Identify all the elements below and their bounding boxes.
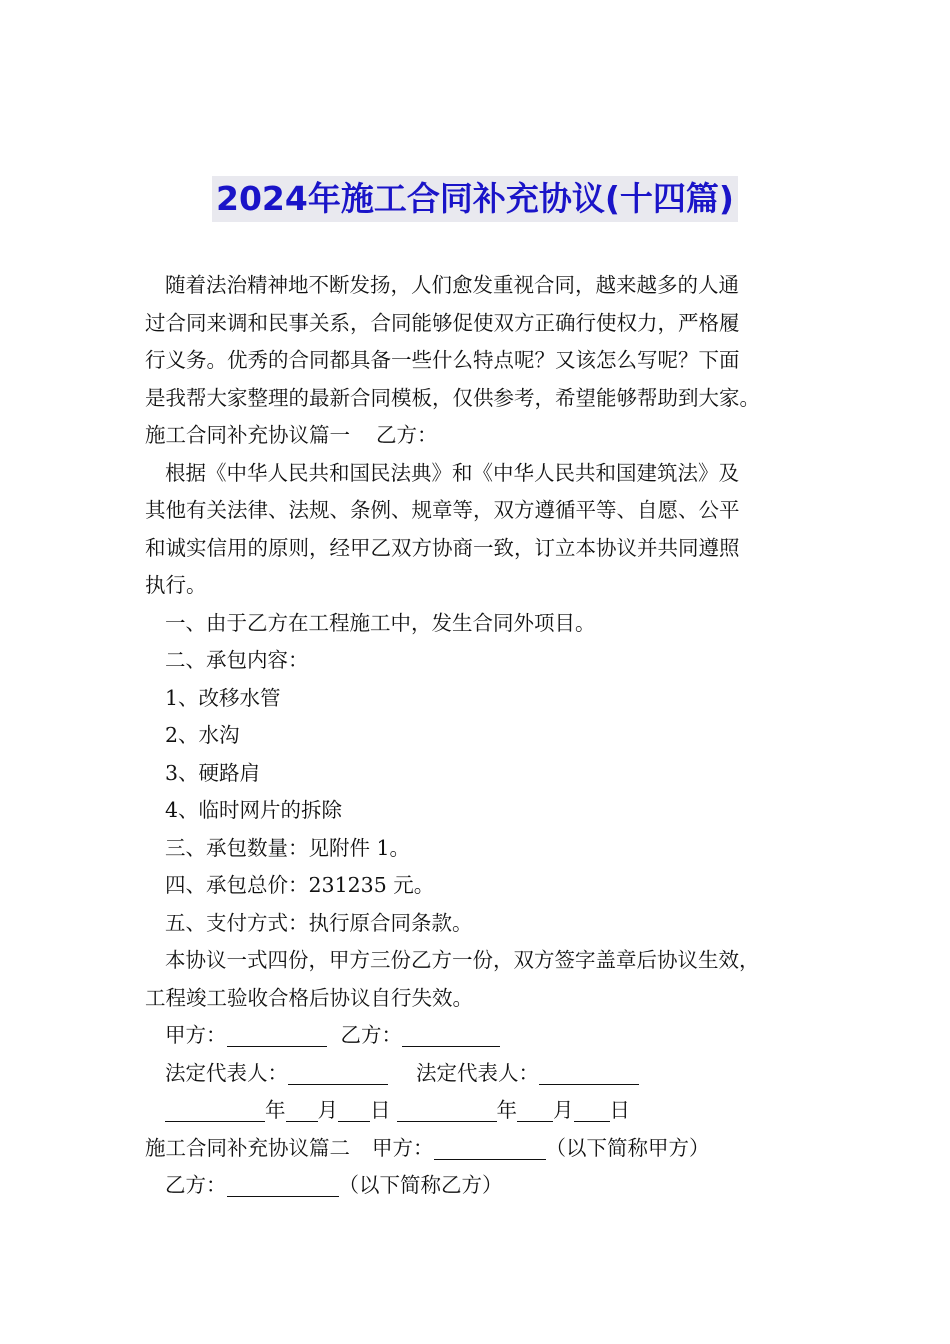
closing-line: 本协议一式四份，甲方三份乙方一份，双方签字盖章后协议生效， <box>165 948 760 972</box>
part1-heading: 施工合同补充协议篇一 <box>145 423 350 447</box>
part2-party-b-line <box>145 1167 817 1205</box>
year-b-label: 年 <box>496 1098 517 1122</box>
part1-heading-line <box>145 417 817 455</box>
date-line <box>145 1092 817 1130</box>
rep-a-label: 法定代表人： <box>165 1060 288 1085</box>
part2-party-b-blank[interactable] <box>227 1175 339 1198</box>
party-a-blank[interactable] <box>227 1025 327 1048</box>
part2-party-a-blank[interactable] <box>434 1137 546 1160</box>
part2-party-b-label: 乙方： <box>165 1173 227 1197</box>
clause: 4、临时网片的拆除 <box>165 798 343 822</box>
clause: 三、承包数量：见附件 1。 <box>165 835 411 860</box>
clause: 一、由于乙方在工程施工中，发生合同外项目。 <box>165 610 596 635</box>
party-b-blank[interactable] <box>402 1025 500 1048</box>
closing-line: 工程竣工验收合格后协议自行失效。 <box>145 985 473 1010</box>
title-container <box>0 176 950 222</box>
year-a-label: 年 <box>265 1098 286 1122</box>
year-a-blank[interactable] <box>165 1100 265 1123</box>
day-a-label: 日 <box>370 1098 391 1122</box>
intro-line: 过合同来调和民事关系，合同能够促使双方正确行使权力，严格履 <box>145 310 740 335</box>
party-a-label: 甲方： <box>165 1023 227 1047</box>
party-b-label: 乙方： <box>340 1023 402 1047</box>
basis-line: 根据《中华人民共和国民法典》和《中华人民共和国建筑法》及 <box>165 460 739 485</box>
basis-line: 执行。 <box>145 573 207 597</box>
clause: 3、硬路肩 <box>165 760 261 785</box>
document-title: 2024年施工合同补充协议(十四篇) <box>212 176 738 222</box>
month-a-label: 月 <box>317 1098 338 1122</box>
part2-heading-line <box>145 1130 817 1168</box>
day-b-label: 日 <box>609 1098 630 1122</box>
rep-b-label: 法定代表人： <box>416 1060 539 1085</box>
clause: 五、支付方式：执行原合同条款。 <box>165 910 473 935</box>
clause: 1、改移水管 <box>165 685 281 710</box>
document-body <box>145 267 817 1205</box>
basis-line: 和诚实信用的原则，经甲乙双方协商一致，订立本协议并共同遵照 <box>145 535 740 560</box>
month-b-label: 月 <box>553 1098 574 1122</box>
intro-line: 行义务。优秀的合同都具备一些什么特点呢？又该怎么写呢？下面 <box>145 348 740 372</box>
clause: 二、承包内容： <box>165 648 309 672</box>
part2-heading: 施工合同补充协议篇二 <box>145 1135 350 1160</box>
basis-line: 其他有关法律、法规、条例、规章等，双方遵循平等、自愿、公平 <box>145 498 740 522</box>
intro-line: 是我帮大家整理的最新合同模板，仅供参考，希望能够帮助到大家。 <box>145 385 760 410</box>
part2-party-a-note: （以下简称甲方） <box>545 1135 710 1160</box>
representatives-line <box>145 1055 817 1093</box>
clause: 2、水沟 <box>165 723 240 747</box>
day-a-blank[interactable] <box>338 1100 370 1123</box>
rep-b-blank[interactable] <box>539 1062 639 1085</box>
month-b-blank[interactable] <box>517 1100 553 1123</box>
intro-line: 随着法治精神地不断发扬，人们愈发重视合同，越来越多的人通 <box>165 273 739 297</box>
signature-parties-line <box>145 1017 817 1055</box>
year-b-blank[interactable] <box>397 1100 497 1123</box>
clause: 四、承包总价：231235 元。 <box>165 873 435 897</box>
part2-party-a-label: 甲方： <box>372 1135 434 1160</box>
rep-a-blank[interactable] <box>288 1062 388 1085</box>
month-a-blank[interactable] <box>286 1100 318 1123</box>
day-b-blank[interactable] <box>574 1100 610 1123</box>
part1-party-b: 乙方： <box>376 423 438 447</box>
part2-party-b-note: （以下简称乙方） <box>338 1173 503 1197</box>
